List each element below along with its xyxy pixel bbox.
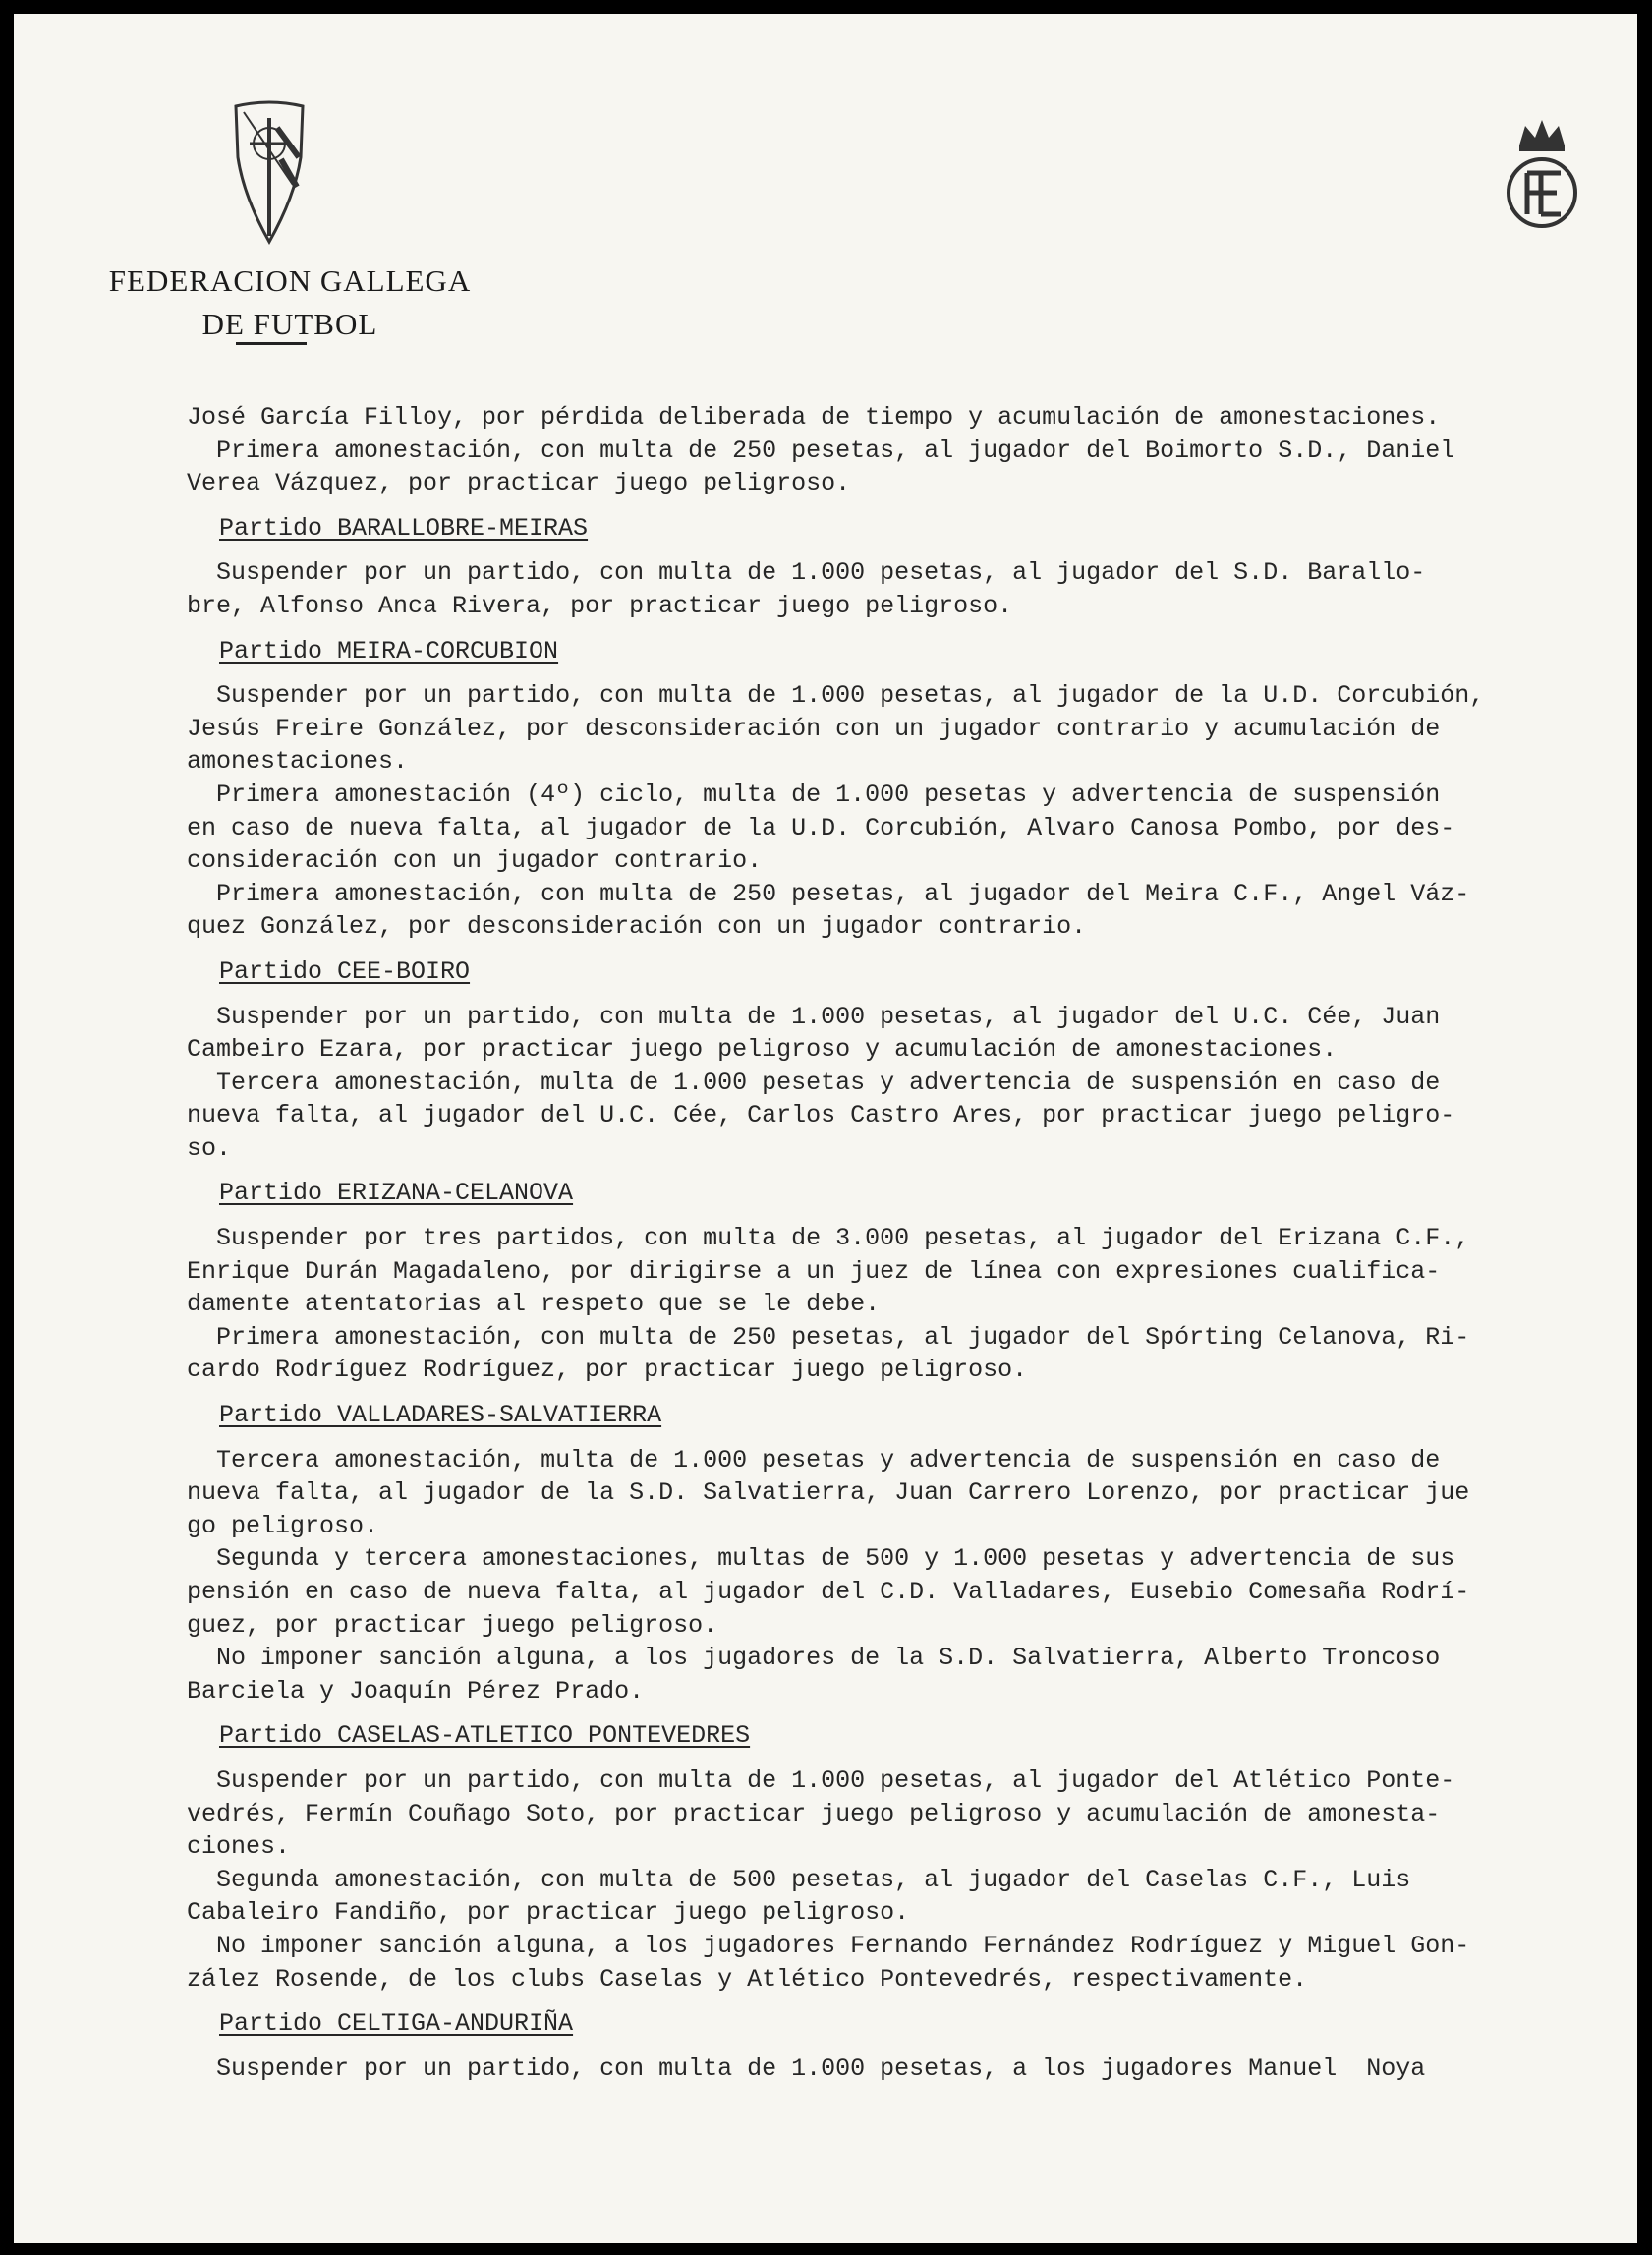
- text-line: Suspender por un partido, con multa de 1.000 pesetas, al jugador del S.D. Barallo-: [187, 558, 1426, 588]
- text-line: Segunda amonestación, con multa de 500 pesetas, al jugador del Caselas C.F., Luis: [187, 1865, 1411, 1894]
- rfef-crown-emblem-icon: [1498, 112, 1586, 235]
- text-line: Suspender por un partido, con multa de 1.000 pesetas, al jugador de la U.D. Corcubión,: [187, 681, 1485, 711]
- federation-crest-icon: [230, 98, 309, 246]
- text-line: guez, por practicar juego peligroso.: [187, 1610, 718, 1640]
- text-line: No imponer sanción alguna, a los jugadores Fernando Fernández Rodríguez y Miguel Gon-: [187, 1931, 1470, 1960]
- document-body: [187, 401, 1631, 2085]
- text-line: No imponer sanción alguna, a los jugadores de la S.D. Salvatierra, Alberto Troncoso: [187, 1644, 1441, 1673]
- match-section: [187, 944, 1631, 1166]
- match-section: [187, 1707, 1631, 1995]
- text-line: nueva falta, al jugador de la S.D. Salvatierra, Juan Carrero Lorenzo, por practicar jue: [187, 1478, 1470, 1508]
- match-section: [187, 500, 1631, 623]
- text-line: zález Rosende, de los clubs Caselas y Atlético Pontevedrés, respectivamente.: [187, 1964, 1308, 1994]
- match-heading: Partido CASELAS-ATLETICO PONTEVEDRES: [219, 1721, 751, 1751]
- text-line: Suspender por tres partidos, con multa de 3.000 pesetas, al jugador del Erizana C.F.,: [187, 1224, 1470, 1253]
- letterhead-line-2: DE FUTBOL: [201, 307, 378, 341]
- letterhead: [79, 260, 501, 346]
- text-line: José García Filloy, por pérdida deliberada de tiempo y acumulación de amonestaciones.: [187, 403, 1441, 432]
- intro-block: [187, 401, 1631, 500]
- match-section: [187, 623, 1631, 944]
- text-line: Verea Vázquez, por practicar juego peligroso.: [187, 469, 851, 498]
- text-line: amonestaciones.: [187, 747, 409, 777]
- text-line: cardo Rodríguez Rodríguez, por practicar juego peligroso.: [187, 1356, 1028, 1385]
- text-line: go peligroso.: [187, 1511, 379, 1540]
- letterhead-rule: [236, 342, 307, 345]
- text-line: en caso de nueva falta, al jugador de la U.D. Corcubión, Alvaro Canosa Pombo, por des-: [187, 813, 1455, 842]
- text-line: Segunda y tercera amonestaciones, multas de 500 y 1.000 pesetas y advertencia de sus: [187, 1544, 1455, 1574]
- text-line: damente atentatorias al respeto que se le debe.: [187, 1290, 881, 1319]
- text-line: bre, Alfonso Anca Rivera, por practicar juego peligroso.: [187, 591, 1013, 620]
- text-line: nueva falta, al jugador del U.C. Cée, Carlos Castro Ares, por practicar juego peligro-: [187, 1101, 1455, 1130]
- text-line: Tercera amonestación, multa de 1.000 pesetas y advertencia de suspensión en caso de: [187, 1445, 1441, 1474]
- text-line: Primera amonestación, con multa de 250 pesetas, al jugador del Spórting Celanova, Ri-: [187, 1322, 1470, 1352]
- match-heading: Partido VALLADARES-SALVATIERRA: [219, 1401, 662, 1430]
- text-line: Suspender por un partido, con multa de 1.000 pesetas, a los jugadores Manuel Noya: [187, 2053, 1426, 2083]
- text-line: consideración con un jugador contrario.: [187, 846, 763, 876]
- text-line: Enrique Durán Magadaleno, por dirigirse a un juez de línea con expresiones cualifica-: [187, 1256, 1441, 1286]
- letterhead-line-1: FEDERACION GALLEGA: [108, 263, 472, 298]
- text-line: Barciela y Joaquín Pérez Prado.: [187, 1676, 645, 1706]
- document-page: [14, 14, 1637, 2243]
- match-section: [187, 1995, 1631, 2085]
- text-line: ciones.: [187, 1832, 291, 1862]
- match-section: [187, 1387, 1631, 1707]
- match-heading: Partido ERIZANA-CELANOVA: [219, 1179, 574, 1208]
- text-line: so.: [187, 1133, 232, 1163]
- text-line: Primera amonestación, con multa de 250 pesetas, al jugador del Meira C.F., Angel Váz-: [187, 879, 1470, 908]
- text-line: quez González, por desconsideración con un jugador contrario.: [187, 912, 1087, 942]
- match-heading: Partido CELTIGA-ANDURIÑA: [219, 2009, 574, 2039]
- text-line: Tercera amonestación, multa de 1.000 pesetas y advertencia de suspensión en caso de: [187, 1068, 1441, 1097]
- text-line: Cambeiro Ezara, por practicar juego peligroso y acumulación de amonestaciones.: [187, 1035, 1338, 1065]
- match-heading: Partido BARALLOBRE-MEIRAS: [219, 513, 589, 543]
- text-line: Suspender por un partido, con multa de 1.000 pesetas, al jugador del Atlético Ponte-: [187, 1765, 1455, 1795]
- text-line: vedrés, Fermín Couñago Soto, por practicar juego peligroso y acumulación de amonesta-: [187, 1799, 1441, 1828]
- match-heading: Partido MEIRA-CORCUBION: [219, 636, 559, 665]
- match-section: [187, 1165, 1631, 1387]
- text-line: Cabaleiro Fandiño, por practicar juego peligroso.: [187, 1898, 910, 1928]
- text-line: Primera amonestación, con multa de 250 pesetas, al jugador del Boimorto S.D., Daniel: [187, 435, 1455, 465]
- text-line: Primera amonestación (4º) ciclo, multa de 1.000 pesetas y advertencia de suspensión: [187, 780, 1441, 809]
- match-heading: Partido CEE-BOIRO: [219, 956, 471, 986]
- text-line: Suspender por un partido, con multa de 1.000 pesetas, al jugador del U.C. Cée, Juan: [187, 1002, 1441, 1031]
- text-line: Jesús Freire González, por desconsideración con un jugador contrario y acumulación de: [187, 714, 1441, 743]
- text-line: pensión en caso de nueva falta, al jugador del C.D. Valladares, Eusebio Comesaña Rodrí-: [187, 1578, 1470, 1606]
